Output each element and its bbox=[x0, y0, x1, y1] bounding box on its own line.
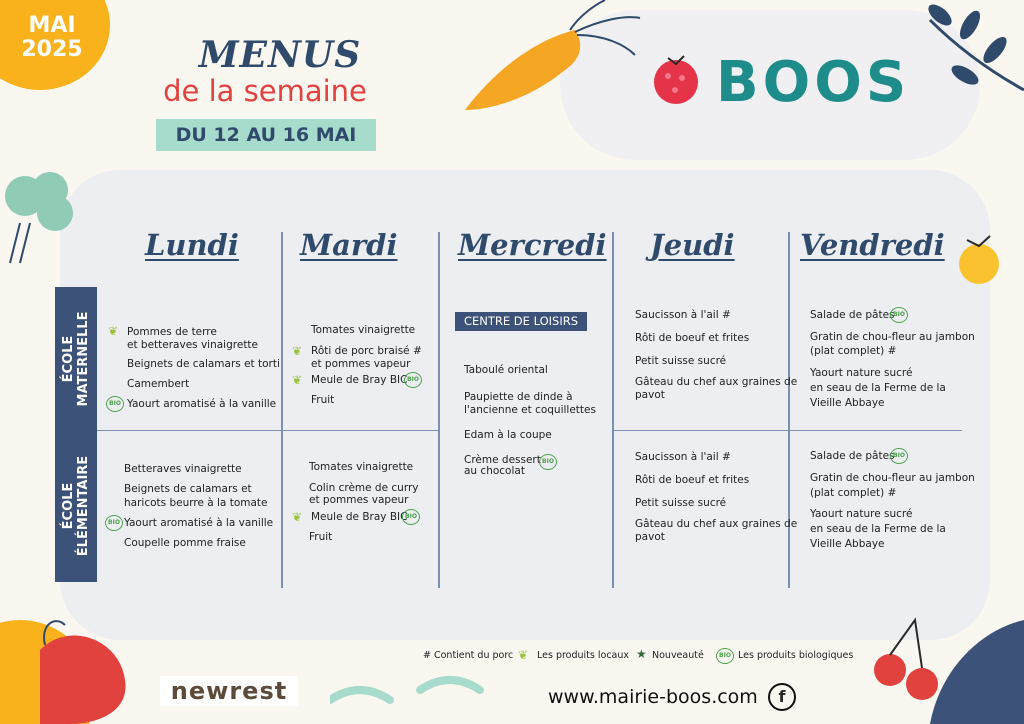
broccoli-illustration bbox=[0, 168, 80, 268]
bio-icon: BIO bbox=[890, 307, 908, 323]
menu-item: Meule de Bray BIC bbox=[311, 511, 408, 523]
menu-item: Paupiette de dinde à bbox=[464, 391, 573, 403]
legend-porc: # Contient du porc bbox=[423, 650, 514, 661]
menu-item: haricots beurre à la tomate bbox=[124, 497, 268, 509]
menu-item: Camembert bbox=[127, 378, 190, 390]
yellow-raspberry-icon bbox=[952, 228, 1006, 290]
bio-icon: BIO bbox=[539, 454, 557, 470]
column-divider bbox=[612, 232, 614, 588]
day-header-vendredi: Vendredi bbox=[800, 228, 945, 262]
legend-nouveaute: Nouveauté bbox=[652, 650, 704, 661]
row-divider bbox=[97, 430, 438, 431]
column-divider bbox=[788, 232, 790, 588]
menu-item: pavot bbox=[635, 389, 665, 401]
menu-item: Coupelle pomme fraise bbox=[124, 537, 246, 549]
menu-item: Meule de Bray BIC bbox=[311, 374, 408, 386]
bio-icon: BIO bbox=[890, 448, 908, 464]
local-product-icon: ❦ bbox=[292, 373, 303, 387]
menu-item: pavot bbox=[635, 531, 665, 543]
menu-item: au chocolat bbox=[464, 465, 525, 477]
page-title: MENUS bbox=[198, 34, 362, 76]
page-subtitle: de la semaine bbox=[163, 74, 367, 108]
menu-item: Yaourt aromatisé à la vanille bbox=[124, 517, 274, 529]
menu-item: Vieille Abbaye bbox=[810, 538, 885, 550]
legend-bio: Les produits biologiques bbox=[738, 650, 854, 661]
group-label-elementaire: ÉCOLE ÉLÉMENTAIRE bbox=[55, 430, 97, 582]
bio-icon: BIO bbox=[404, 372, 422, 388]
date-badge-text bbox=[12, 14, 92, 62]
menu-item: Rôti de porc braisé # bbox=[311, 345, 422, 357]
local-product-icon: ❦ bbox=[292, 344, 303, 358]
menu-item: en seau de la Ferme de la bbox=[810, 523, 946, 535]
menu-item: Gratin de chou-fleur au jambon bbox=[810, 472, 975, 484]
menu-item: Yaourt aromatisé à la vanille bbox=[127, 398, 277, 410]
decorative-waves bbox=[330, 670, 530, 724]
leaf-branch-illustration bbox=[910, 0, 1024, 120]
cherries-illustration bbox=[860, 610, 1024, 724]
centre-loisirs-label: CENTRE DE LOISIRS bbox=[455, 312, 587, 331]
date-range: DU 12 AU 16 MAI bbox=[156, 119, 376, 151]
menu-item: Edam à la coupe bbox=[464, 429, 552, 441]
legend-locaux: Les produits locaux bbox=[537, 650, 630, 661]
local-product-icon: ❦ bbox=[292, 510, 303, 524]
pepper-illustration bbox=[0, 600, 150, 724]
menu-item: Petit suisse sucré bbox=[635, 355, 727, 367]
menu-item: Gâteau du chef aux graines de bbox=[635, 376, 798, 388]
menu-item: (plat complet) # bbox=[810, 487, 897, 499]
menu-item: Tomates vinaigrette bbox=[311, 324, 416, 336]
day-header-mardi: Mardi bbox=[300, 228, 398, 262]
bio-icon: BIO bbox=[402, 509, 420, 525]
menu-item: Yaourt nature sucré bbox=[810, 508, 913, 520]
group-label-maternelle: ÉCOLE MATERNELLE bbox=[55, 287, 97, 430]
menu-item: Gratin de chou-fleur au jambon bbox=[810, 331, 975, 343]
bio-icon: BIO bbox=[716, 648, 734, 664]
menu-item: Rôti de boeuf et frites bbox=[635, 474, 750, 486]
bio-icon: BIO bbox=[105, 515, 123, 531]
day-header-jeudi: Jeudi bbox=[650, 228, 735, 262]
caterer-logo: newrest bbox=[160, 676, 298, 706]
day-header-lundi: Lundi bbox=[145, 228, 239, 262]
menu-item: et pommes vapeur bbox=[309, 494, 409, 506]
column-divider bbox=[281, 232, 283, 588]
facebook-icon[interactable]: f bbox=[768, 683, 796, 711]
menu-item: Saucisson à l'ail # bbox=[635, 451, 731, 463]
menu-item: Saucisson à l'ail # bbox=[635, 309, 731, 321]
brand-logo: BOOS bbox=[716, 50, 911, 115]
menu-item: Beignets de calamars et torti bbox=[127, 358, 280, 370]
menu-item: Petit suisse sucré bbox=[635, 497, 727, 509]
menu-item: et pommes vapeur bbox=[311, 358, 411, 370]
badge-year: 2025 bbox=[21, 37, 83, 62]
menu-item: Vieille Abbaye bbox=[810, 397, 885, 409]
menu-item: Rôti de boeuf et frites bbox=[635, 332, 750, 344]
badge-month: MAI bbox=[28, 13, 76, 38]
menu-item: et betteraves vinaigrette bbox=[127, 339, 259, 351]
carrot-illustration bbox=[455, 0, 645, 120]
menu-item: Crème dessert bbox=[464, 454, 541, 466]
raspberry-icon bbox=[648, 48, 704, 110]
menu-item: en seau de la Ferme de la bbox=[810, 382, 946, 394]
menu-item: Gâteau du chef aux graines de bbox=[635, 518, 798, 530]
menu-item: Tomates vinaigrette bbox=[309, 461, 414, 473]
menu-item: Taboulé oriental bbox=[464, 364, 548, 376]
menu-item: Salade de pâtes bbox=[810, 450, 895, 462]
menu-item: Fruit bbox=[311, 394, 335, 406]
menu-item: Betteraves vinaigrette bbox=[124, 463, 242, 475]
menu-item: Salade de pâtes bbox=[810, 309, 895, 321]
menu-item: Yaourt nature sucré bbox=[810, 367, 913, 379]
local-product-icon: ❦ bbox=[108, 324, 119, 338]
local-product-icon: ❦ bbox=[518, 648, 529, 662]
bio-icon: BIO bbox=[106, 396, 124, 412]
menu-item: Pommes de terre bbox=[127, 326, 217, 338]
column-divider bbox=[438, 232, 440, 588]
menu-item: Colin crème de curry bbox=[309, 482, 419, 494]
row-divider bbox=[612, 430, 962, 431]
menu-item: l'ancienne et coquillettes bbox=[464, 404, 596, 416]
menu-item: Beignets de calamars et bbox=[124, 483, 252, 495]
day-header-mercredi: Mercredi bbox=[458, 228, 607, 262]
menu-item: Fruit bbox=[309, 531, 333, 543]
website-link[interactable]: www.mairie-boos.com bbox=[548, 686, 758, 708]
menu-item: (plat complet) # bbox=[810, 345, 897, 357]
star-icon: ★ bbox=[636, 647, 647, 661]
